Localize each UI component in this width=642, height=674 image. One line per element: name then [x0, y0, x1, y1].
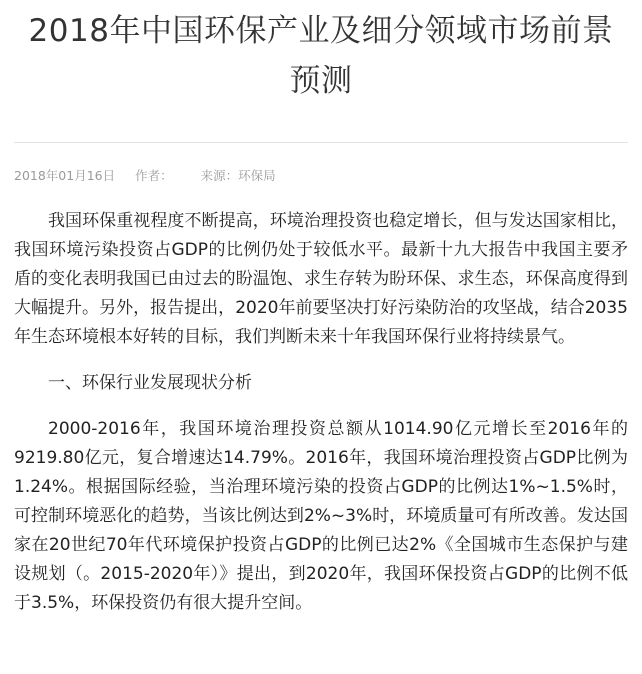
author-label: 作者： [135, 168, 173, 183]
article-title: 2018年中国环保产业及细分领域市场前景预测 [28, 13, 614, 99]
paragraph-investment: 2000-2016年，我国环境治理投资总额从1014.90亿元增长至2016年的9219.80亿元，复合增速达14.79%。2016年，我国环境治理投资占GDP比例为1.24%。根据国际经验，当治理环境污染的投资占GDP的比例达1%~1.5%时，可控制环境恶化的趋势，当该比例达到2%~3%时，环境质量可有所改善。发达国家在20世纪70年代环境保护投资占GDP的比例已达2%《全国城市生态保护与建设规划（。2015-2020年）》提出，到2020年，我国环保投资占GDP的比例不低于3.5%，环保投资仍有很大提升空间。 [14, 419, 628, 613]
section-heading: 一、环保行业发展现状分析 [48, 373, 252, 393]
article-body [14, 207, 628, 618]
source-label: 来源：环保局 [200, 168, 276, 183]
publish-date: 2018年01月16日 [14, 168, 116, 183]
article-meta [14, 167, 628, 185]
divider [14, 142, 628, 143]
paragraph-intro: 我国环保重视程度不断提高，环境治理投资也稳定增长，但与发达国家相比，我国环境污染投资占GDP的比例仍处于较低水平。最新十九大报告中我国主要矛盾的变化表明我国已由过去的盼温饱、求生存转为盼环保、求生态，环保高度得到大幅提升。另外，报告提出，2020年前要坚决打好污染防治的攻坚战，结合2035年生态环境根本好转的目标，我们判断未来十年我国环保行业将持续景气。 [14, 211, 628, 347]
